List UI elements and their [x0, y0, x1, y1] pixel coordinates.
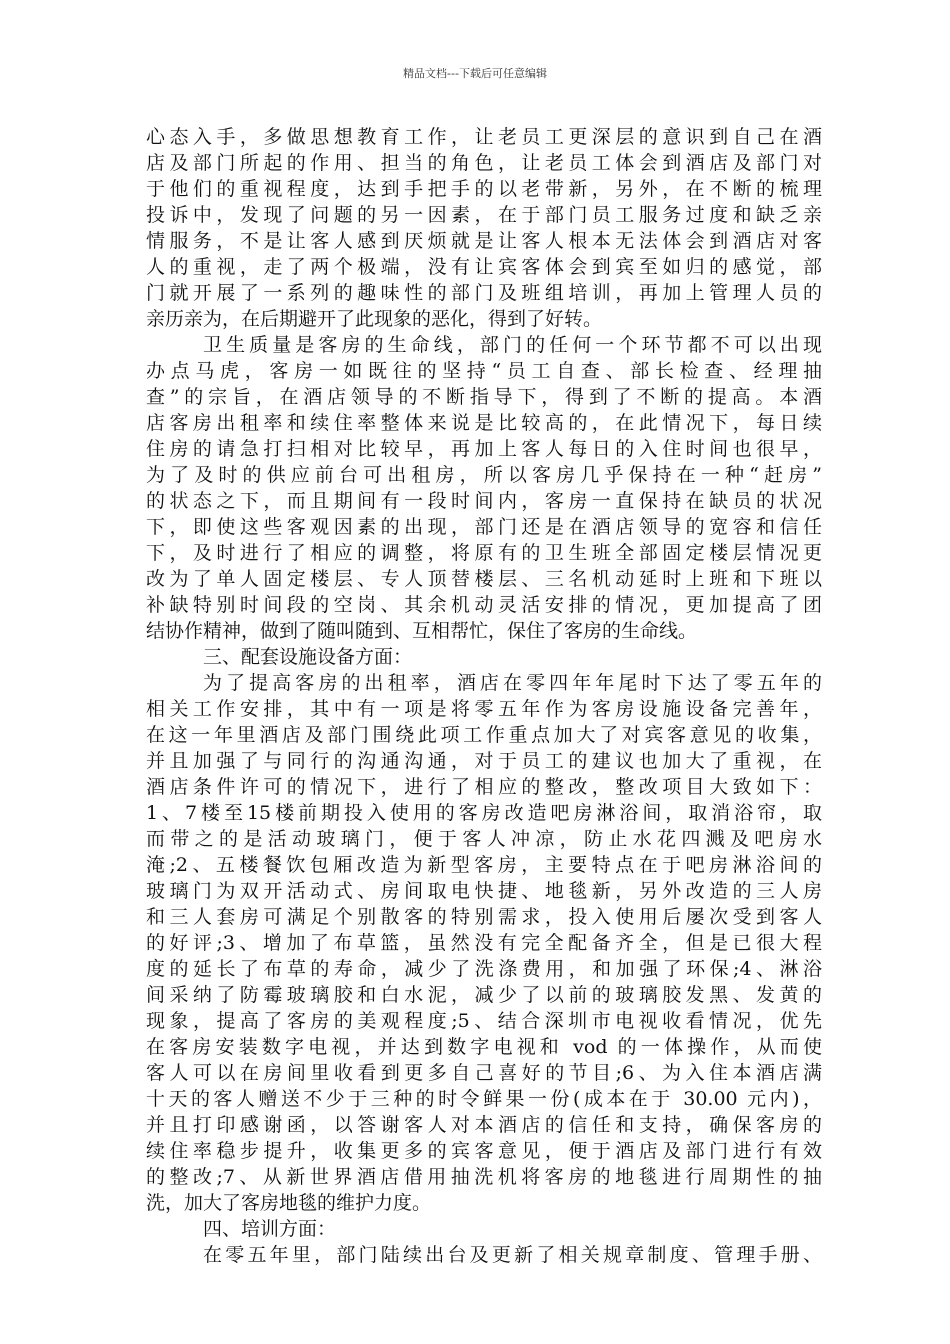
- body-text-line: 酒店条件许可的情况下，进行了相应的整改，整改项目大致如下：: [146, 776, 822, 798]
- body-text-line: 和三人套房可满足个别散客的特别需求，投入使用后屡次受到客人: [146, 906, 822, 928]
- body-text-line: 的整改;7、从新世界酒店借用抽洗机将客房的地毯进行周期性的抽: [146, 1166, 822, 1188]
- body-text-line: 十天的客人赠送不少于三种的时令鲜果一份(成本在于 30.00 元内)，: [146, 1088, 822, 1110]
- body-text-line: 店及部门所起的作用、担当的角色，让老员工体会到酒店及部门对: [146, 152, 822, 174]
- body-text-line: 间采纳了防霉玻璃胶和白水泥，减少了以前的玻璃胶发黑、发黄的: [146, 984, 822, 1006]
- body-text-line: 的状态之下，而且期间有一段时间内，客房一直保持在缺员的状况: [146, 490, 822, 512]
- body-text-line: 为了提高客房的出租率，酒店在零四年年尾时下达了零五年的: [203, 672, 822, 694]
- body-text-line: 洗，加大了客房地毯的维护力度。: [146, 1192, 432, 1214]
- body-text-line: 客人可以在房间里收看到更多自己喜好的节目;6、为入住本酒店满: [146, 1062, 822, 1084]
- body-text-line: 人的重视，走了两个极端，没有让宾客体会到宾至如归的感觉，部: [146, 256, 822, 278]
- body-text-line: 的好评;3、增加了布草篮，虽然没有完全配备齐全，但是已很大程: [146, 932, 822, 954]
- body-text-line: 住房的请急打扫相对比较早，再加上客人每日的入住时间也很早，: [146, 438, 822, 460]
- body-text-line: 查”的宗旨，在酒店领导的不断指导下，得到了不断的提高。本酒: [146, 386, 822, 408]
- body-text-line: 心态入手，多做思想教育工作，让老员工更深层的意识到自己在酒: [146, 126, 822, 148]
- body-text-line: 改为了单人固定楼层、专人顶替楼层、三名机动延时上班和下班以: [146, 568, 822, 590]
- body-text-line: 现象，提高了客房的美观程度;5、结合深圳市电视收看情况，优先: [146, 1010, 822, 1032]
- body-text-line: 情服务，不是让客人感到厌烦就是让客人根本无法体会到酒店对客: [146, 230, 822, 252]
- body-text-line: 续住率稳步提升，收集更多的宾客意见，便于酒店及部门进行有效: [146, 1140, 822, 1162]
- document-body: [146, 124, 822, 1268]
- body-text-line: 为了及时的供应前台可出租房，所以客房几乎保持在一种“赶房”: [146, 464, 822, 486]
- body-text-line: 三、配套设施设备方面：: [203, 646, 413, 668]
- body-text-line: 下，及时进行了相应的调整，将原有的卫生班全部固定楼层情况更: [146, 542, 822, 564]
- body-text-line: 玻璃门为双开活动式、房间取电快捷、地毯新，另外改造的三人房: [146, 880, 822, 902]
- body-text-line: 补缺特别时间段的空岗、其余机动灵活安排的情况，更加提高了团: [146, 594, 822, 616]
- body-text-line: 投诉中，发现了问题的另一因素，在于部门员工服务过度和缺乏亲: [146, 204, 822, 226]
- body-text-line: 并且打印感谢函，以答谢客人对本酒店的信任和支持，确保客房的: [146, 1114, 822, 1136]
- body-text-line: 在这一年里酒店及部门围绕此项工作重点加大了对宾客意见的收集，: [146, 724, 822, 746]
- body-text-line: 而带之的是活动玻璃门，便于客人冲凉，防止水花四溅及吧房水: [146, 828, 822, 850]
- body-text-line: 1、7楼至15楼前期投入使用的客房改造吧房淋浴间，取消浴帘，取: [146, 802, 822, 824]
- body-text-line: 于他们的重视程度，达到手把手的以老带新，另外，在不断的梳理: [146, 178, 822, 200]
- body-text-line: 门就开展了一系列的趣味性的部门及班组培训，再加上管理人员的: [146, 282, 822, 304]
- page-header: 精品文档---下载后可任意编辑: [403, 67, 547, 80]
- body-text-line: 淹;2、五楼餐饮包厢改造为新型客房，主要特点在于吧房淋浴间的: [146, 854, 822, 876]
- body-text-line: 四、培训方面：: [203, 1218, 337, 1240]
- body-text-line: 结协作精神，做到了随叫随到、互相帮忙，保住了客房的生命线。: [146, 620, 698, 642]
- body-text-line: 在客房安装数字电视，并达到数字电视和 vod 的一体操作，从而使: [146, 1036, 822, 1058]
- body-text-line: 卫生质量是客房的生命线，部门的任何一个环节都不可以出现: [203, 334, 822, 356]
- body-text-line: 亲历亲为，在后期避开了此现象的恶化，得到了好转。: [146, 308, 603, 330]
- body-text-line: 并且加强了与同行的沟通沟通，对于员工的建议也加大了重视，在: [146, 750, 822, 772]
- body-text-line: 下，即使这些客观因素的出现，部门还是在酒店领导的宽容和信任: [146, 516, 822, 538]
- body-text-line: 办点马虎，客房一如既往的坚持“员工自查、部长检查、经理抽: [146, 360, 822, 382]
- body-text-line: 度的延长了布草的寿命，减少了洗涤费用，和加强了环保;4、淋浴: [146, 958, 822, 980]
- body-text-line: 店客房出租率和续住率整体来说是比较高的，在此情况下，每日续: [146, 412, 822, 434]
- body-text-line: 相关工作安排，其中有一项是将零五年作为客房设施设备完善年，: [146, 698, 822, 720]
- body-text-line: 在零五年里，部门陆续出台及更新了相关规章制度、管理手册、: [203, 1244, 822, 1266]
